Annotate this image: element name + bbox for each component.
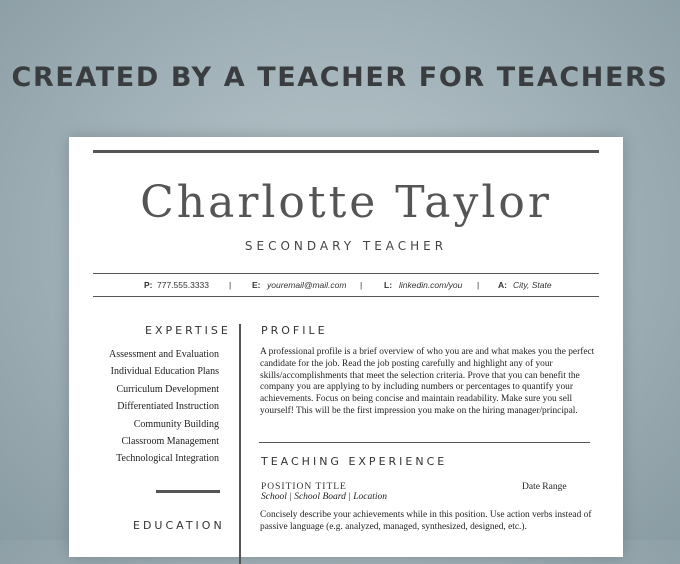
expertise-list (69, 346, 219, 468)
resume-preview (69, 137, 623, 557)
contact-separator: | (477, 280, 480, 290)
list-item: Differentiated Instruction (117, 401, 219, 413)
list-item: Individual Education Plans (110, 366, 219, 378)
profile-end-rule (259, 442, 590, 443)
position-title: POSITION TITLE (261, 482, 347, 492)
position-description: Concisely describe your achievements while in this position. Use action verbs instead of passive language (e.g. analyzed, managed, synthesized, designed, etc.). (260, 510, 592, 532)
top-rule (93, 150, 599, 153)
linkedin-value: linkedin.com/you (399, 280, 463, 290)
address-label: A: (498, 280, 507, 290)
list-item: Technological Integration (116, 453, 219, 465)
profile-heading: PROFILE (261, 324, 328, 337)
resume-job-title: SECONDARY TEACHER (244, 239, 448, 253)
phone-value: 777.555.3333 (157, 280, 209, 290)
education-heading: EDUCATION (133, 519, 225, 532)
email-label: E: (252, 280, 261, 290)
list-item: Curriculum Development (116, 383, 219, 395)
column-divider (239, 324, 241, 564)
expertise-end-rule (156, 490, 220, 493)
list-item: Classroom Management (121, 436, 219, 448)
experience-heading: TEACHING EXPERIENCE (261, 455, 448, 468)
profile-text: A professional profile is a brief overview of who you are and what makes you the perfect candidate for the job. Read the job posting carefully and highlight any of your skills/accomplishments that meet the selection criteria. Prove that you can benefit the company you are applying to by including numbers or percentages to quantify your achievements. Focus on being concise and maintain readability. Make sure you sell yourself! This will be the first impression you make on the hiring manager/principal. (260, 347, 595, 416)
date-range: Date Range (522, 482, 567, 492)
contact-bar (93, 278, 599, 294)
contact-rule-top (93, 273, 599, 274)
promo-banner-title: CREATED BY A TEACHER FOR TEACHERS (11, 62, 669, 93)
resume-name: Charlotte Taylor (140, 177, 552, 228)
phone-label: P: (144, 280, 153, 290)
contact-rule-bottom (93, 296, 599, 297)
contact-separator: | (229, 280, 232, 290)
linkedin-label: L: (384, 280, 393, 290)
list-item: Community Building (133, 418, 219, 430)
school-line: School | School Board | Location (261, 492, 387, 502)
expertise-heading: EXPERTISE (145, 324, 231, 337)
list-item: Assessment and Evaluation (109, 349, 219, 360)
email-value: youremail@mail.com (267, 280, 347, 290)
contact-separator: | (360, 280, 363, 290)
address-value: City, State (513, 280, 552, 290)
